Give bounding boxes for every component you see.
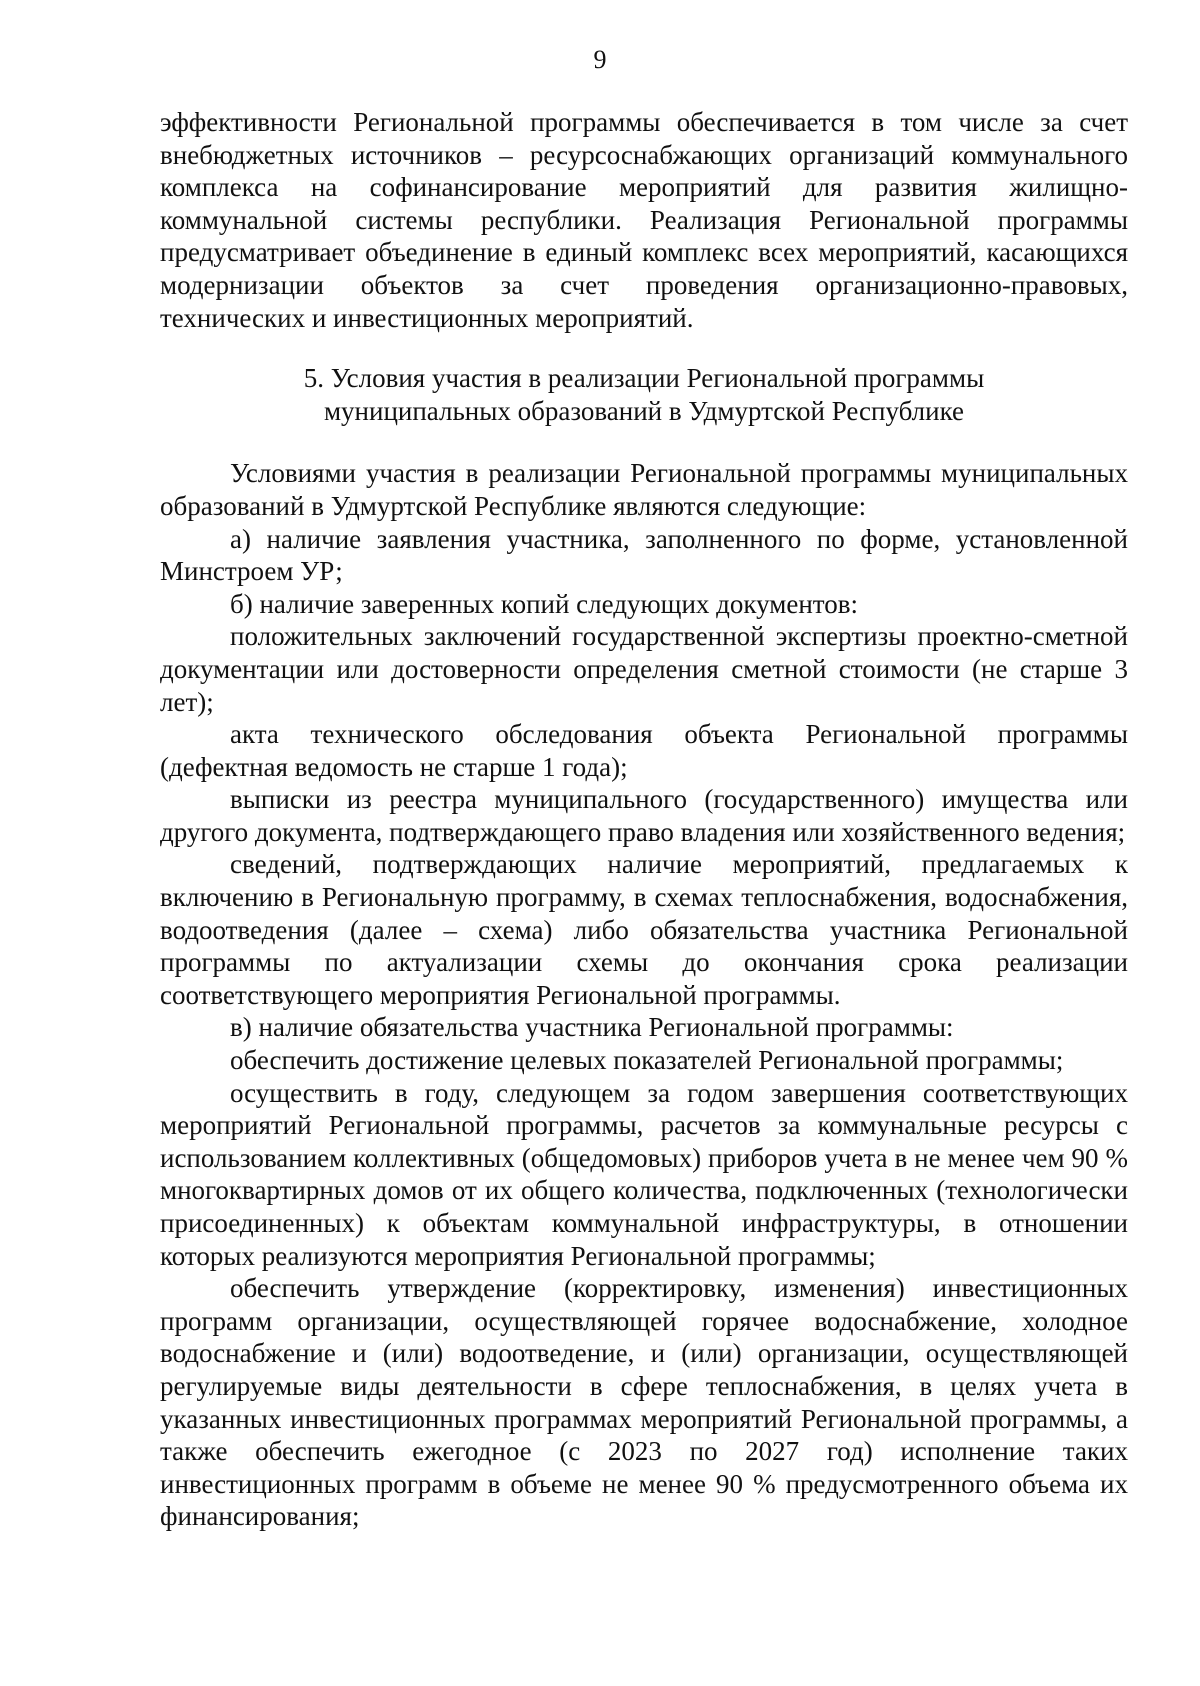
paragraph-conditions-intro: Условиями участия в реализации Региональной программы муниципальных образований в Удмуртской Республике являются следующие: <box>160 458 1128 521</box>
paragraph-investment-programs: обеспечить утверждение (корректировку, изменения) инвестиционных программ организации, осуществляющей горячее водоснабжение, холодное водоснабжение и (или) водоотведение, и (или) организации, осуществляющей регулируемые виды деятельности в сфере теплоснабжения, в целях учета в указанных инвестиционных программах мероприятий Региональной программы, а также обеспечить ежегодное (с 2023 по 2027 год) исполнение таких инвестиционных программ в объеме не менее 90 % предусмотренного объема их финансирования; <box>160 1273 1128 1532</box>
paragraph-expertise: положительных заключений государственной экспертизы проектно-сметной документации или достоверности определения сметной стоимости (не старше 3 лет); <box>160 621 1128 717</box>
paragraph-item-v: в) наличие обязательства участника Региональной программы: <box>230 1012 954 1043</box>
page-number: 9 <box>593 45 607 74</box>
paragraph-metering: осуществить в году, следующем за годом завершения соответствующих мероприятий Региональной программы, расчетов за коммунальные ресурсы с использованием коллективных (общедомовых) приборов учета в не менее чем 90 % многоквартирных домов от их общего количества, подключенных (технологически присоединенных) к объектам коммунальной инфраструктуры, в отношении которых реализуются мероприятия Региональной программы; <box>160 1077 1128 1271</box>
intro-paragraph: эффективности Региональной программы обеспечивается в том числе за счет внебюджетных источников – ресурсоснабжающих организаций коммунального комплекса на софинансирование мероприятий для развития жилищно-коммунальной системы республики. Реализация Региональной программы предусматривает объединение в единый комплекс всех мероприятий, касающихся модернизации объектов за счет проведения организационно-правовых, технических и инвестиционных мероприятий. <box>160 107 1128 333</box>
section-heading-line-2: муниципальных образований в Удмуртской Республике <box>323 395 965 426</box>
section-heading-line-1: 5. Условия участия в реализации Региональной программы <box>303 363 985 394</box>
paragraph-schemes-info: сведений, подтверждающих наличие мероприятий, предлагаемых к включению в Региональную программу, в схемах теплоснабжения, водоснабжения, водоотведения (далее – схема) либо обязательства участника Региональной программы по актуализации схемы до окончания срока реализации соответствующего мероприятия Региональной программы. <box>160 849 1128 1010</box>
paragraph-item-a: а) наличие заявления участника, заполненного по форме, установленной Минстроем УР; <box>160 523 1128 587</box>
section-heading <box>160 362 1128 427</box>
paragraph-item-b: б) наличие заверенных копий следующих документов: <box>230 588 858 619</box>
paragraph-targets: обеспечить достижение целевых показателей Региональной программы; <box>230 1045 1064 1076</box>
document-body <box>160 106 1128 1533</box>
paragraph-registry-extract: выписки из реестра муниципального (государственного) имущества или другого документа, подтверждающего право владения или хозяйственного ведения; <box>160 784 1128 847</box>
paragraph-inspection-act: акта технического обследования объекта Региональной программы (дефектная ведомость не старше 1 года); <box>160 719 1128 782</box>
